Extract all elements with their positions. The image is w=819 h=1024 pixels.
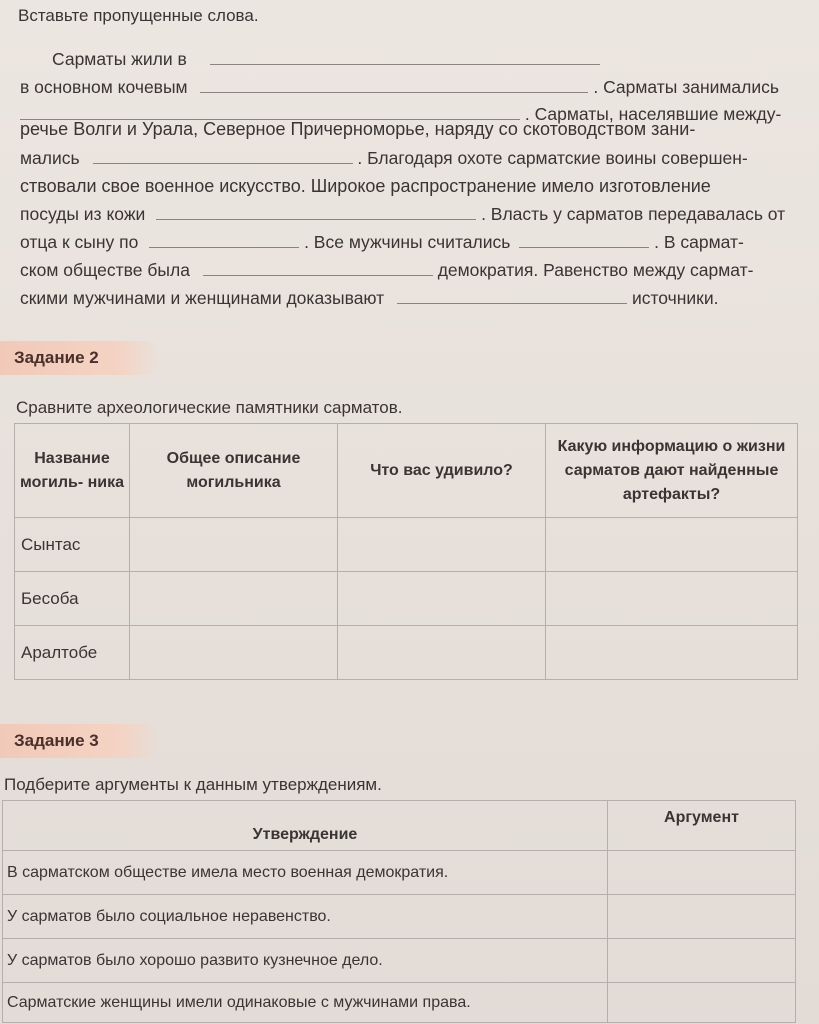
argument-cell[interactable]	[608, 895, 796, 939]
answer-blank[interactable]	[519, 233, 649, 248]
statement-cell: У сарматов было социальное неравенство.	[3, 895, 608, 939]
statement-cell: Сарматские женщины имели одинаковые с мужчинами права.	[3, 983, 608, 1023]
task-3-label: Задание 3	[0, 724, 160, 758]
fill-line-1	[52, 48, 600, 70]
column-header: Утверждение	[3, 801, 608, 851]
fill-text: речье Волги и Урала, Северное Причерноморье, наряду со скотоводством зани-	[20, 119, 696, 139]
row-label: Сынтас	[15, 518, 130, 572]
table-row	[3, 895, 796, 939]
row-label: Аралтобе	[15, 626, 130, 680]
answer-cell[interactable]	[338, 572, 546, 626]
task-3-text: Подберите аргументы к данным утверждениям.	[4, 775, 382, 794]
fill-text: . В сармат-	[654, 232, 744, 252]
fill-line-6	[20, 203, 785, 225]
fill-text: отца к сыну по	[20, 232, 139, 252]
fill-text: . Власть у сарматов передавалась от	[481, 204, 786, 224]
argument-cell[interactable]	[608, 939, 796, 983]
answer-cell[interactable]	[546, 572, 798, 626]
table-row	[15, 572, 798, 626]
argument-cell[interactable]	[608, 851, 796, 895]
fill-line-4	[20, 147, 748, 169]
fill-text: посуды из кожи	[20, 204, 146, 224]
task-3-table	[2, 800, 796, 1023]
fill-text: Сарматы жили в	[52, 49, 187, 69]
task-2-text: Сравните археологические памятники сарматов.	[16, 398, 403, 417]
table-row	[15, 518, 798, 572]
fill-text: . Все мужчины считались	[304, 232, 511, 252]
fill-text: источники.	[631, 288, 719, 308]
table-row	[15, 626, 798, 680]
row-label: Бесоба	[15, 572, 130, 626]
fill-line-2	[20, 76, 779, 98]
fill-line-8	[20, 259, 753, 281]
fill-text: . Сарматы занимались	[593, 77, 780, 97]
answer-blank[interactable]	[156, 205, 476, 220]
answer-blank[interactable]	[203, 261, 433, 276]
answer-cell[interactable]	[338, 626, 546, 680]
fill-text: мались	[20, 148, 80, 168]
fill-line-5	[20, 175, 711, 197]
column-header: Какую информацию о жизни сарматов дают найденные артефакты?	[546, 424, 798, 518]
answer-cell[interactable]	[338, 518, 546, 572]
task-2-table	[14, 423, 798, 680]
fill-line-7	[20, 231, 744, 253]
table-row	[3, 851, 796, 895]
fill-text: . Благодаря охоте сарматские воины совершен-	[357, 148, 748, 168]
column-header: Название могиль- ника	[15, 424, 130, 518]
instruction-text: Вставьте пропущенные слова.	[18, 6, 259, 25]
answer-blank[interactable]	[210, 50, 600, 65]
fill-text: ском обществе была	[20, 260, 190, 280]
task-2-label: Задание 2	[0, 341, 160, 375]
column-header: Аргумент	[608, 801, 796, 851]
fill-text: в основном кочевым	[20, 77, 188, 97]
table-row	[3, 983, 796, 1023]
column-header: Что вас удивило?	[338, 424, 546, 518]
statement-cell: В сарматском обществе имела место военная демократия.	[3, 851, 608, 895]
fill-text: демократия. Равенство между сармат-	[437, 260, 754, 280]
answer-cell[interactable]	[546, 518, 798, 572]
table-header-row	[3, 801, 796, 851]
column-header: Общее описание могильника	[130, 424, 338, 518]
argument-cell[interactable]	[608, 983, 796, 1023]
fill-text: ствовали свое военное искусство. Широкое распространение имело изготовление	[20, 176, 711, 196]
answer-blank[interactable]	[397, 289, 627, 304]
answer-cell[interactable]	[130, 626, 338, 680]
fill-line-3b	[20, 118, 695, 140]
answer-blank[interactable]	[93, 149, 353, 164]
answer-cell[interactable]	[130, 572, 338, 626]
answer-blank[interactable]	[200, 78, 588, 93]
table-header-row	[15, 424, 798, 518]
answer-cell[interactable]	[546, 626, 798, 680]
answer-cell[interactable]	[130, 518, 338, 572]
fill-text: скими мужчинами и женщинами доказывают	[20, 288, 385, 308]
table-row	[3, 939, 796, 983]
fill-line-9	[20, 287, 718, 309]
fill-text: . Сарматы, населявшие между-	[524, 104, 782, 124]
answer-blank[interactable]	[149, 233, 299, 248]
statement-cell: У сарматов было хорошо развито кузнечное дело.	[3, 939, 608, 983]
